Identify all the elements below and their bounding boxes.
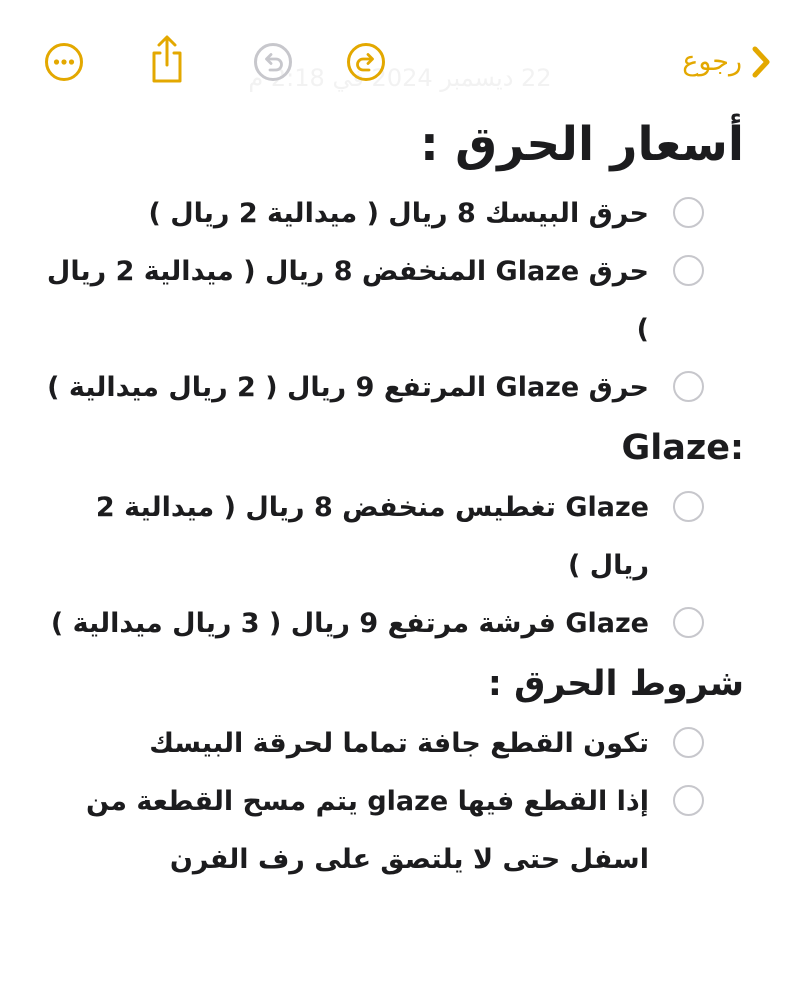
checklist-item-text: حرق Glaze المنخفض 8 ريال ( ميدالية 2 ريال ): [46, 256, 649, 345]
checklist-item: [44, 185, 744, 243]
undo-icon: [253, 42, 293, 82]
share-button[interactable]: [143, 32, 191, 86]
checkbox-circle[interactable]: [673, 727, 704, 758]
section-heading-burn-prices: أسعار الحرق :: [420, 117, 744, 172]
ellipsis-circle-icon: [44, 42, 84, 82]
redo-button[interactable]: [344, 40, 388, 84]
checklist-item: [44, 243, 744, 359]
checklist-item-text: Glaze تغطيس منخفض 8 ريال ( ميدالية 2 ريال ): [95, 492, 649, 581]
back-label: رجوع: [682, 46, 742, 77]
checklist-burn-prices: [44, 185, 744, 417]
checklist-item: [44, 773, 744, 889]
chevron-right-icon: [750, 44, 772, 80]
more-button[interactable]: [42, 40, 86, 84]
undo-button[interactable]: [251, 40, 295, 84]
checkbox-circle[interactable]: [673, 255, 704, 286]
note-body[interactable]: [0, 105, 800, 889]
checklist-glaze: [44, 479, 744, 653]
checkbox-circle[interactable]: [673, 785, 704, 816]
checklist-item: [44, 359, 744, 417]
checklist-item-text: تكون القطع جافة تماما لحرقة البيسك: [149, 728, 649, 759]
note-date: 22 ديسمبر 2024 في 2:18 م: [248, 64, 552, 92]
checkbox-circle[interactable]: [673, 607, 704, 638]
checklist-item-text: حرق البيسك 8 ريال ( ميدالية 2 ريال ): [148, 198, 649, 229]
checklist-item: [44, 595, 744, 653]
redo-icon: [346, 42, 386, 82]
back-button[interactable]: [682, 38, 772, 86]
checkbox-circle[interactable]: [673, 197, 704, 228]
checkbox-circle[interactable]: [673, 371, 704, 402]
checklist-item-text: Glaze فرشة مرتفع 9 ريال ( 3 ريال ميدالية ): [50, 608, 649, 639]
checklist-item-text: حرق Glaze المرتفع 9 ريال ( 2 ريال ميدالية ): [47, 372, 649, 403]
checklist-item-text: إذا القطع فيها glaze يتم مسح القطعة من اسفل حتى لا يلتصق على رف الفرن: [86, 786, 649, 875]
section-heading-burn-conditions: شروط الحرق :: [487, 664, 744, 704]
checklist-burn-conditions: [44, 715, 744, 889]
section-heading-glaze: :Glaze: [621, 428, 744, 468]
checklist-item: [44, 479, 744, 595]
share-icon: [147, 33, 187, 85]
checkbox-circle[interactable]: [673, 491, 704, 522]
checklist-item: [44, 715, 744, 773]
